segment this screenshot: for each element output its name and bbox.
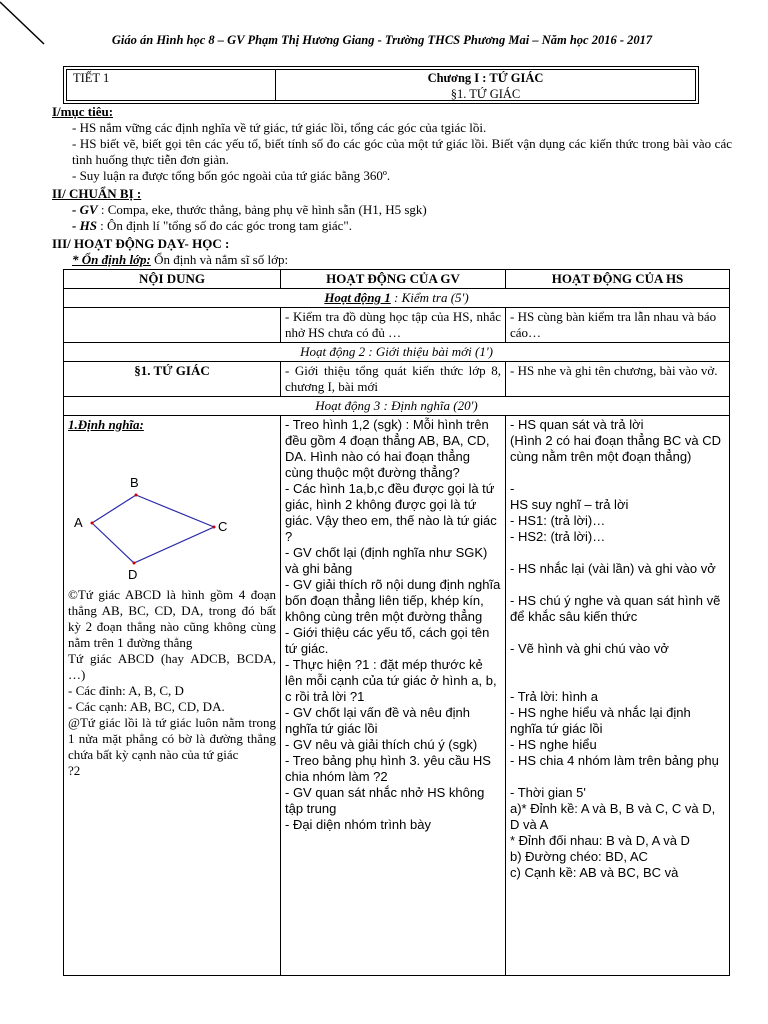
teacher-step: - GV giải thích rõ nội dung định nghĩa bốn đoạn thẳng liên tiếp, khép kín, không cùng trên một đường thẳng [285,577,501,624]
objective-item: - Suy luận ra được tổng bốn góc ngoài của tứ giác bằng 360º. [72,168,391,183]
prep-student: - HS : Ôn định lí "tổng số đo các góc trong tam giác". [72,218,352,233]
page-header: Giáo án Hình học 8 – GV Phạm Thị Hương Giang - Trường THCS Phương Mai – Năm học 2016 - 2017 [111,33,653,47]
activity-table [63,269,730,976]
activity-3-content [64,416,281,976]
teacher-step: - Thực hiện ?1 : đặt mép thước kẻ lên mỗi cạnh của tứ giác ở hình a, b, c rồi trả lời ?1 [285,657,497,704]
activity-1-student: - HS cùng bàn kiểm tra lẫn nhau và báo cáo… [506,308,730,343]
teacher-step: - GV quan sát nhắc nhở HS không tập trung [285,785,485,816]
activity-1-teacher: - Kiểm tra đồ dùng học tập của HS, nhắc nhở HS chưa có đủ … [281,308,506,343]
activities-title: III/ HOẠT ĐỘNG DẠY- HỌC : [52,236,230,251]
teacher-step: - GV nêu và giải thích chú ý (sgk) [285,737,478,752]
activity-1-content [64,308,281,343]
lesson-title-box [63,66,699,104]
teacher-step: - Giới thiệu các yếu tố, cách gọi tên tứ giác. [285,625,490,656]
header-student: HOẠT ĐỘNG CỦA HS [506,270,730,289]
preparation-section [52,186,732,234]
student-step: HS suy nghĩ – trả lời [510,497,629,512]
teacher-step: - Treo bảng phụ hình 3. yêu cầu HS chia nhóm làm ?2 [285,753,491,784]
student-step: - [510,481,515,496]
student-step: * Đỉnh đối nhau: B và D, A và D [510,833,690,848]
edges-line: - Các cạnh: AB, BC, CD, DA. [68,699,225,714]
question-2: ?2 [68,763,81,778]
vertex-label-c: C [218,519,228,534]
activities-section [52,236,732,268]
definition-note: Tứ giác ABCD (hay ADCB, BCDA, …) [68,651,276,682]
activity-3-student [506,416,730,976]
activity-2-content: §1. TỨ GIÁC [64,362,281,397]
objectives-section [52,104,732,184]
quadrilateral-figure [68,433,248,583]
convex-definition: @Tứ giác lồi là tứ giác luôn nằm trong 1 nửa mặt phẳng có bờ là đường thẳng chứa bất kỳ cạnh nào của tứ giác [68,715,276,762]
teacher-step: - Các hình 1a,b,c đều được gọi là tứ giác, hình 2 không được gọi là tứ giác. Vậy theo em, thế nào là tứ giác ? [285,481,497,544]
student-step: c) Cạnh kề: AB và BC, BC và [510,865,679,880]
student-step: - HS2: (trả lời)… [510,529,606,544]
preparation-title: II/ CHUẨN BỊ : [52,186,142,201]
chapter-title [276,70,695,100]
activity-3-teacher [281,416,506,976]
teacher-step: - GV chốt lại vấn đề và nêu định nghĩa tứ giác lồi [285,705,471,736]
corner-decoration [0,0,60,60]
activity-2-teacher: - Giới thiệu tổng quát kiến thức lớp 8, chương I, bài mới [281,362,506,397]
activity-2-student: - HS nhe và ghi tên chương, bài vào vở. [506,362,730,397]
vertex-label-d: D [128,567,138,582]
vertices-line: - Các đỉnh: A, B, C, D [68,683,184,698]
activity-1-row: Hoạt động 1 : Kiểm tra (5') [64,289,730,308]
student-step: - Thời gian 5' [510,785,586,800]
objectives-title: I/mục tiêu: [52,104,114,119]
student-step: b) Đường chéo: BD, AC [510,849,648,864]
student-step: - Trả lời: hình a [510,689,599,704]
teacher-step: - GV chốt lại (định nghĩa như SGK) và ghi bảng [285,545,488,576]
vertex-label-a: A [74,515,83,530]
student-step: - HS nghe hiểu và nhắc lại định nghĩa tứ giác lồi [510,705,691,736]
student-step: - HS nhắc lại (vài lần) và ghi vào vở [510,561,716,576]
activity-2-row: Hoạt động 2 : Giới thiệu bài mới (1') [64,343,730,362]
vertex-label-b: B [130,475,139,490]
definition-text: ©Tứ giác ABCD là hình gồm 4 đoạn thẳng AB, BC, CD, DA, trong đó bất kỳ 2 đoạn thẳng nào cũng không cùng nằm trên 1 đường thẳng [68,587,276,650]
class-check: * Ổn định lớp: Ổn định và nắm sĩ số lớp: [72,252,289,267]
objective-item: - HS biết vẽ, biết gọi tên các yếu tố, biết tính số đo các góc của một tứ giác lồi. Biết vận dụng các kiến thức trong bài vào các tình huống thực tiễn đơn giản. [72,136,732,167]
student-step: (Hình 2 có hai đoạn thẳng BC và CD cùng nằm trên một đoạn thẳng) [510,433,722,464]
section-name: §1. TỨ GIÁC [450,87,521,101]
definition-title: 1.Định nghĩa: [68,417,144,432]
chapter-name: Chương I : TỨ GIÁC [427,71,544,85]
teacher-step: - Treo hình 1,2 (sgk) : Mỗi hình trên đều gồm 4 đoạn thẳng AB, BA, CD, DA. Hình nào có hai đoạn thẳng cùng thuộc một đường thẳng? [285,417,490,480]
student-step: - HS quan sát và trả lời [510,417,644,432]
teacher-step: - Đại diện nhóm trình bày [285,817,431,832]
lesson-number: TIẾT 1 [67,70,276,100]
activity-3-row: Hoạt động 3 : Định nghĩa (20') [64,397,730,416]
header-content: NỘI DUNG [64,270,281,289]
prep-teacher: - GV : Compa, eke, thước thẳng, bảng phụ vẽ hình sẵn (H1, H5 sgk) [72,202,427,217]
student-step: - HS1: (trả lời)… [510,513,606,528]
header-teacher: HOẠT ĐỘNG CỦA GV [281,270,506,289]
student-step: - Vẽ hình và ghi chú vào vở [510,641,669,656]
student-step: - HS nghe hiểu [510,737,597,752]
student-step: - HS chú ý nghe và quan sát hình vẽ để khắc sâu kiến thức [510,593,721,624]
student-step: a)* Đỉnh kề: A và B, B và C, C và D, D và A [510,801,716,832]
student-step: - HS chia 4 nhóm làm trên bảng phụ [510,753,719,768]
objective-item: - HS nắm vững các định nghĩa về tứ giác, tứ giác lồi, tổng các góc của tgiác lồi. [72,120,487,135]
